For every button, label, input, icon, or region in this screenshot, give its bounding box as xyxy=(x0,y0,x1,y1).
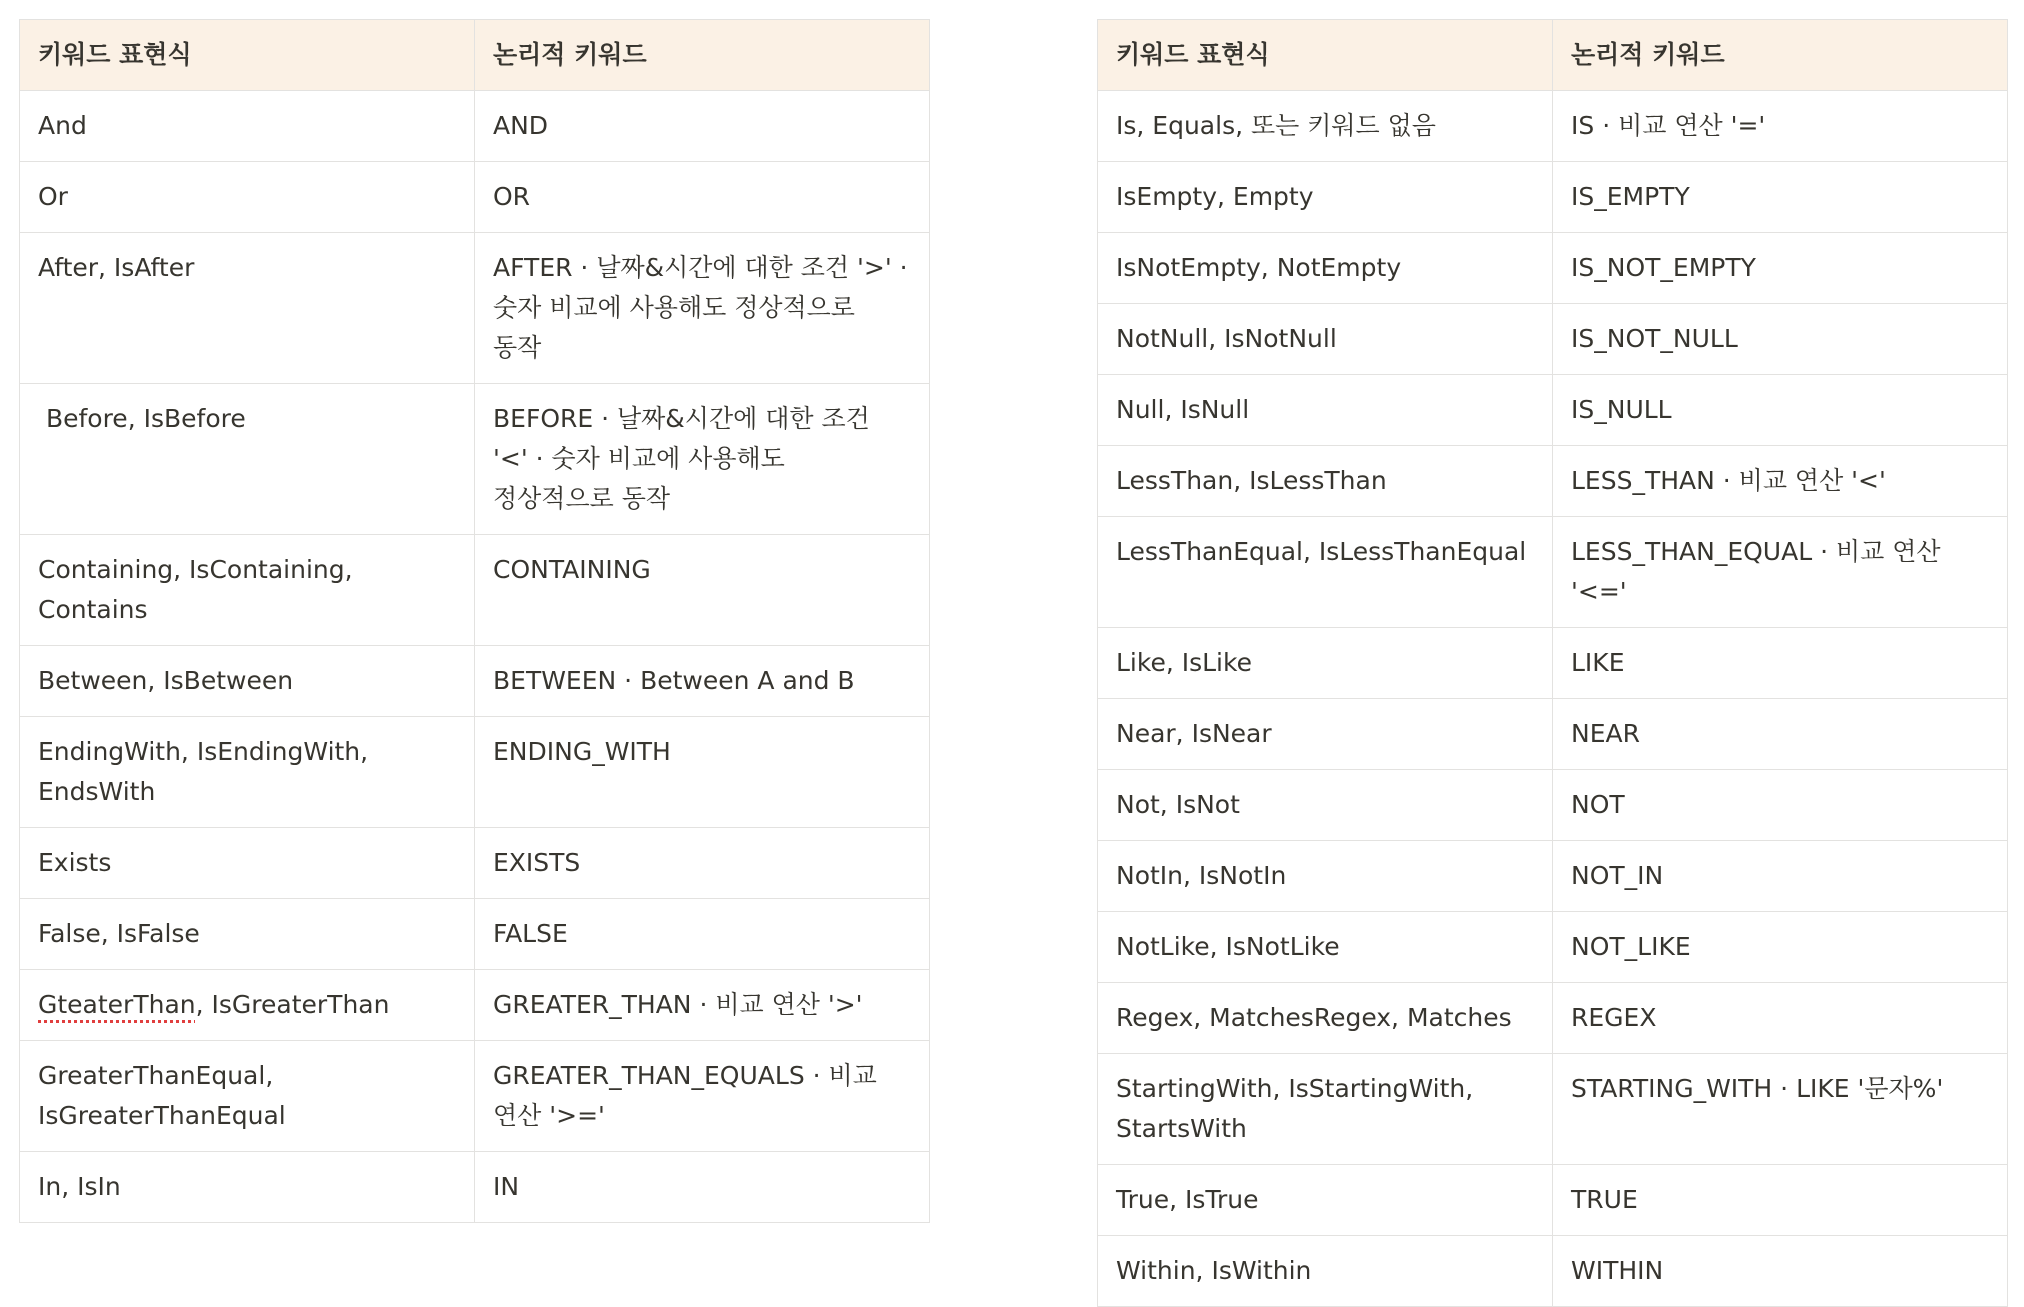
expression-cell: NotIn, IsNotIn xyxy=(1098,841,1553,912)
logical-keyword-cell: BEFORE · 날짜&시간에 대한 조건 '<' · 숫자 비교에 사용해도 정상적으로 동작 xyxy=(475,384,930,535)
table-row xyxy=(1098,770,2008,841)
expression-cell: False, IsFalse xyxy=(20,899,475,970)
table-row xyxy=(20,899,930,970)
logical-keyword-cell: OR xyxy=(475,162,930,233)
logical-keyword-cell: STARTING_WITH · LIKE '문자%' xyxy=(1553,1054,2008,1165)
table-row xyxy=(1098,1236,2008,1307)
table-row xyxy=(20,646,930,717)
table-row xyxy=(20,717,930,828)
expression-cell: Containing, IsContaining, Contains xyxy=(20,535,475,646)
table-row xyxy=(20,828,930,899)
expression-cell: Before, IsBefore xyxy=(20,384,475,535)
expression-text: , IsGreaterThan xyxy=(195,990,390,1019)
table-row xyxy=(1098,1165,2008,1236)
logical-keyword-cell: IS_NOT_EMPTY xyxy=(1553,233,2008,304)
expression-cell: Exists xyxy=(20,828,475,899)
keyword-table-left xyxy=(19,19,930,1223)
logical-keyword-cell: NOT xyxy=(1553,770,2008,841)
logical-keyword-cell: AND xyxy=(475,91,930,162)
logical-keyword-cell: TRUE xyxy=(1553,1165,2008,1236)
expression-cell: GreaterThanEqual, IsGreaterThanEqual xyxy=(20,1041,475,1152)
table-row xyxy=(1098,983,2008,1054)
logical-keyword-cell: LESS_THAN · 비교 연산 '<' xyxy=(1553,446,2008,517)
table-row xyxy=(1098,699,2008,770)
column-header-logical-keyword: 논리적 키워드 xyxy=(475,20,930,91)
logical-keyword-cell: IS_NOT_NULL xyxy=(1553,304,2008,375)
expression-cell: And xyxy=(20,91,475,162)
expression-cell: EndingWith, IsEndingWith, EndsWith xyxy=(20,717,475,828)
table-row xyxy=(20,233,930,384)
table-row xyxy=(1098,375,2008,446)
expression-cell: Null, IsNull xyxy=(1098,375,1553,446)
table-row xyxy=(1098,91,2008,162)
table-row xyxy=(20,91,930,162)
table-row xyxy=(1098,446,2008,517)
table-row xyxy=(20,535,930,646)
table-row xyxy=(1098,517,2008,628)
column-header-expression: 키워드 표현식 xyxy=(20,20,475,91)
expression-cell: Within, IsWithin xyxy=(1098,1236,1553,1307)
logical-keyword-cell: WITHIN xyxy=(1553,1236,2008,1307)
expression-cell: IsNotEmpty, NotEmpty xyxy=(1098,233,1553,304)
expression-cell: Between, IsBetween xyxy=(20,646,475,717)
expression-cell: IsEmpty, Empty xyxy=(1098,162,1553,233)
table-row xyxy=(1098,912,2008,983)
table-row xyxy=(20,162,930,233)
table-header-row xyxy=(20,20,930,91)
table-row xyxy=(1098,841,2008,912)
expression-cell: True, IsTrue xyxy=(1098,1165,1553,1236)
logical-keyword-cell: CONTAINING xyxy=(475,535,930,646)
table-row xyxy=(1098,628,2008,699)
table-row xyxy=(20,1152,930,1223)
logical-keyword-cell: EXISTS xyxy=(475,828,930,899)
logical-keyword-cell: NOT_LIKE xyxy=(1553,912,2008,983)
column-header-logical-keyword: 논리적 키워드 xyxy=(1553,20,2008,91)
table-row xyxy=(1098,162,2008,233)
logical-keyword-cell: FALSE xyxy=(475,899,930,970)
expression-cell: Not, IsNot xyxy=(1098,770,1553,841)
logical-keyword-cell: NEAR xyxy=(1553,699,2008,770)
expression-cell: NotLike, IsNotLike xyxy=(1098,912,1553,983)
logical-keyword-cell: BETWEEN · Between A and B xyxy=(475,646,930,717)
expression-cell: After, IsAfter xyxy=(20,233,475,384)
logical-keyword-cell: IS · 비교 연산 '=' xyxy=(1553,91,2008,162)
expression-cell xyxy=(20,970,475,1041)
keyword-table-right xyxy=(1097,19,2008,1307)
table-row xyxy=(20,384,930,535)
logical-keyword-cell: LIKE xyxy=(1553,628,2008,699)
logical-keyword-cell: IN xyxy=(475,1152,930,1223)
logical-keyword-cell: ENDING_WITH xyxy=(475,717,930,828)
table-row xyxy=(1098,233,2008,304)
expression-cell: Like, IsLike xyxy=(1098,628,1553,699)
table-row xyxy=(1098,304,2008,375)
expression-cell: LessThanEqual, IsLessThanEqual xyxy=(1098,517,1553,628)
expression-cell: LessThan, IsLessThan xyxy=(1098,446,1553,517)
expression-cell: Regex, MatchesRegex, Matches xyxy=(1098,983,1553,1054)
logical-keyword-cell: REGEX xyxy=(1553,983,2008,1054)
expression-cell: Or xyxy=(20,162,475,233)
table-row xyxy=(20,970,930,1041)
expression-cell: In, IsIn xyxy=(20,1152,475,1223)
expression-cell: Near, IsNear xyxy=(1098,699,1553,770)
logical-keyword-cell: GREATER_THAN · 비교 연산 '>' xyxy=(475,970,930,1041)
spellcheck-underlined-word[interactable]: GteaterThan xyxy=(38,990,196,1019)
logical-keyword-cell: GREATER_THAN_EQUALS · 비교 연산 '>=' xyxy=(475,1041,930,1152)
expression-cell: Is, Equals, 또는 키워드 없음 xyxy=(1098,91,1553,162)
logical-keyword-cell: NOT_IN xyxy=(1553,841,2008,912)
expression-cell: NotNull, IsNotNull xyxy=(1098,304,1553,375)
logical-keyword-cell: IS_EMPTY xyxy=(1553,162,2008,233)
expression-cell: StartingWith, IsStartingWith, StartsWith xyxy=(1098,1054,1553,1165)
logical-keyword-cell: AFTER · 날짜&시간에 대한 조건 '>' · 숫자 비교에 사용해도 정상적으로 동작 xyxy=(475,233,930,384)
table-row xyxy=(1098,1054,2008,1165)
table-header-row xyxy=(1098,20,2008,91)
column-header-expression: 키워드 표현식 xyxy=(1098,20,1553,91)
logical-keyword-cell: IS_NULL xyxy=(1553,375,2008,446)
logical-keyword-cell: LESS_THAN_EQUAL · 비교 연산 '<=' xyxy=(1553,517,2008,628)
table-row xyxy=(20,1041,930,1152)
